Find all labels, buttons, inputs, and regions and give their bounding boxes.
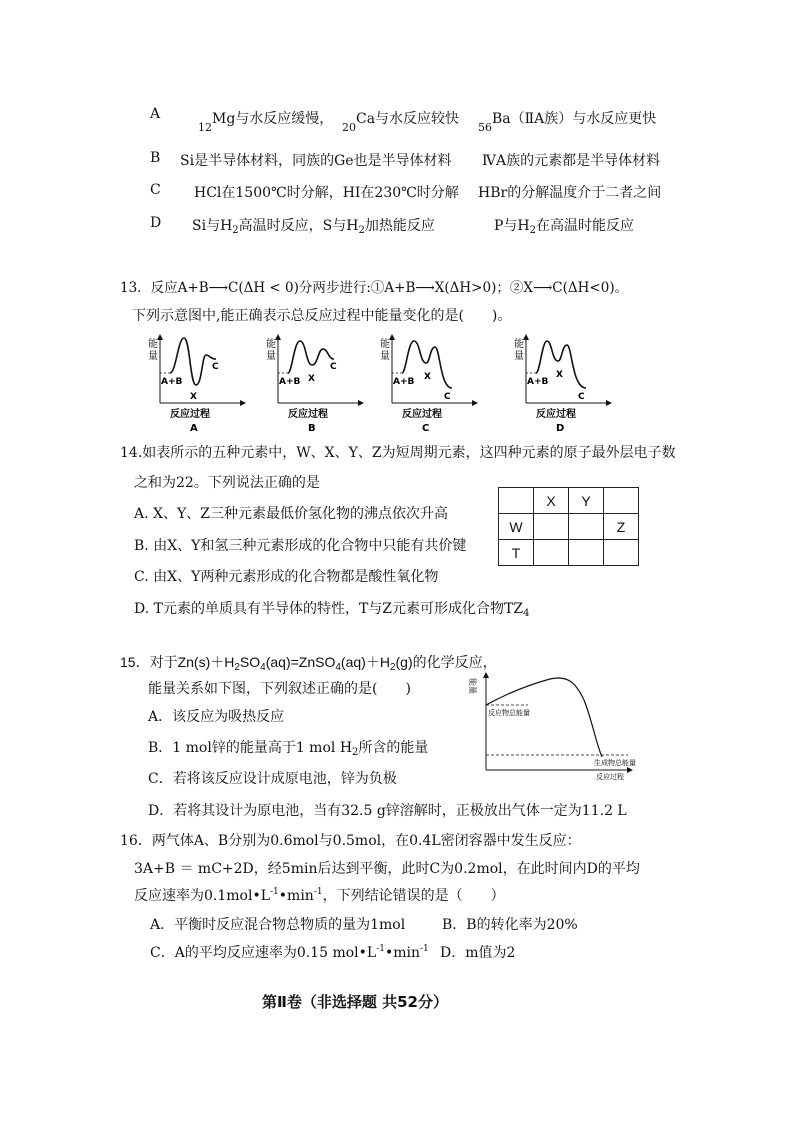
q13-energy-diagrams [150, 333, 650, 433]
diagram-xlabel: 反应过程 [536, 409, 576, 420]
q15-l1b: SO [239, 654, 261, 670]
diagram-ylabel-bottom: 量 [514, 351, 524, 362]
ba-statement: Ba（ⅡA族）与水反应更快 [492, 111, 657, 127]
diagram-xlabel: 反应过程 [402, 409, 442, 420]
table-row [499, 514, 639, 540]
q15-energy-graph [468, 665, 638, 780]
q12-option-c-text1: HCl在1500℃时分解，HI在230℃时分解 [194, 185, 459, 201]
diagram-reactant-label: A+B [527, 377, 549, 387]
q14-stem-line1: 14.如表所示的五种元素中，W、X、Y、Z为短周期元素，这四种元素的原子最外层电子数 [120, 445, 676, 461]
table-cell: Y [569, 488, 604, 514]
q12-option-d-text2 [494, 215, 634, 236]
diagram-ylabel-top: 能 [266, 339, 276, 350]
diagram-option-letter: A [190, 423, 198, 434]
q12-option-b-text1: Si是半导体材料，同族的Ge也是半导体材料 [180, 153, 452, 169]
q15-option-c: C．若将该反应设计成原电池，锌为负极 [148, 771, 397, 787]
energy-diagram-b [266, 335, 363, 434]
q16-option-a: A．平衡时反应混合物总物质的量为1mol [150, 917, 406, 933]
q14-option-a: A. X、Y、Z三种元素最低价氢化物的沸点依次升高 [134, 506, 448, 522]
q16-c-sup2: -1 [420, 944, 429, 954]
q14-d-text: D. T元素的单质具有半导体的特性，T与Z元素可形成化合物TZ [134, 601, 524, 617]
q16-l3c: ，下列结论错误的是（ ） [322, 888, 505, 904]
q13-stem-line2: 下列示意图中,能正确表示总反应过程中能量变化的是( )。 [132, 308, 512, 324]
d2b: 在高温时能反应 [536, 218, 635, 234]
q16-c-text: C．A的平均反应速率为0.15 mol•L [150, 945, 377, 961]
q16-stem-line2: 3A+B ＝ mC+2D，经5min后达到平衡，此时C为0.2mol，在此时间内D的平均 [134, 861, 640, 877]
section-title: 第Ⅱ卷（非选择题 共52分） [262, 993, 448, 1011]
graph-product-label: 生成物总能量 [594, 759, 636, 767]
q16-option-d: D．m值为2 [440, 945, 516, 961]
q15-stem-line2: 能量关系如下图，下列叙述正确的是( ) [148, 681, 411, 697]
q12-option-a-text3 [478, 108, 656, 134]
table-cell [534, 514, 569, 540]
table-cell: T [499, 540, 534, 566]
q14-option-b: B. 由X、Y和氢三种元素形成的化合物中只能有共价键 [134, 538, 467, 554]
q12-option-c-letter: C [150, 182, 161, 198]
q13-stem-line1: 13．反应A+B⟶C(ΔH < 0)分两步进行:①A+B⟶X(ΔH>0)；②X⟶C(ΔH<0)。 [120, 280, 629, 296]
table-cell [534, 540, 569, 566]
diagram-ylabel-top: 能 [514, 339, 524, 350]
d1a: Si与H [192, 218, 233, 234]
table-cell: W [499, 514, 534, 540]
diagram-intermediate-label: X [308, 374, 315, 384]
graph-energy-curve [486, 678, 602, 757]
q15-stem-line1 [120, 652, 497, 673]
graph-y-label: 能量 [468, 678, 477, 694]
diagram-product-label: C [212, 362, 219, 372]
diagram-xlabel: 反应过程 [288, 409, 328, 420]
q14-option-c: C. 由X、Y两种元素形成的化合物都是酸性氧化物 [134, 569, 439, 585]
q15-option-a: A．该反应为吸热反应 [148, 709, 285, 725]
q16-stem-line3 [134, 885, 505, 905]
q15-option-b [148, 737, 428, 758]
energy-diagram-d [514, 335, 611, 434]
q16-c-sup1: -1 [376, 944, 385, 954]
q14-stem-line2: 之和为22。下列说法正确的是 [134, 475, 320, 491]
diagram-ylabel-bottom: 量 [148, 351, 158, 362]
periodic-table-fragment [498, 487, 639, 566]
q16-c-min: •min [384, 945, 420, 961]
diagram-intermediate-label: X [424, 372, 431, 382]
q16-option-c [150, 942, 429, 962]
diagram-reactant-label: A+B [279, 377, 301, 387]
graph-reactant-label: 反应物总能量 [488, 709, 530, 717]
q15-option-d: D．若将其设计为原电池，当有32.5 g锌溶解时，正极放出气体一定为11.2 L [148, 803, 627, 819]
diagram-ylabel-bottom: 量 [380, 351, 390, 362]
energy-diagram-a [148, 335, 245, 434]
table-cell [604, 488, 639, 514]
ca-atomic-number: 20 [342, 121, 356, 134]
table-cell [499, 488, 534, 514]
diagram-energy-curve [288, 341, 334, 373]
diagram-product-label: C [578, 392, 585, 402]
diagram-ylabel-top: 能 [380, 339, 390, 350]
q16-stem-line1: 16．两气体A、B分别为0.6mol与0.5mol，在0.4L密闭容器中发生反应： [120, 833, 581, 849]
q15-b-sub: 2 [352, 747, 359, 758]
q15-b-text: B．1 mol锌的能量高于1 mol H [148, 740, 353, 756]
q15-l1s1: 2 [234, 662, 240, 673]
q14-option-d [134, 598, 529, 619]
diagram-product-label: C [444, 392, 451, 402]
diagram-option-letter: C [422, 423, 430, 434]
mg-atomic-number: 12 [198, 121, 212, 134]
diagram-product-label: C [330, 362, 337, 372]
mg-statement: Mg与水反应缓慢， [212, 111, 334, 127]
q16-l3a: 反应速率为0.1mol•L [134, 888, 271, 904]
table-cell: Z [604, 514, 639, 540]
q16-l3s2: -1 [313, 887, 323, 897]
q12-option-d-letter: D [150, 215, 162, 231]
q12-option-d-text1 [192, 215, 435, 236]
q12-option-c-text2: HBr的分解温度介于二者之间 [478, 185, 662, 201]
ba-atomic-number: 56 [478, 121, 492, 134]
q15-l1s4: 2 [389, 662, 396, 673]
d1b: 高温时反应，S与H [238, 218, 359, 234]
q15-l1a: 15．对于Zn(s)＋H [120, 654, 235, 670]
q15-l1c: (aq)=ZnSO [265, 654, 336, 670]
q16-l3s1: -1 [270, 887, 279, 897]
d2a: P与H [494, 218, 530, 234]
graph-x-label: 反应过程 [596, 773, 624, 781]
q15-l1s2: 4 [260, 662, 266, 673]
table-cell: X [534, 488, 569, 514]
diagram-intermediate-label: X [190, 392, 197, 402]
diagram-option-letter: D [556, 423, 565, 434]
energy-diagram-c [380, 335, 477, 434]
q15-l1d: (aq)＋H [340, 654, 390, 670]
diagram-reactant-label: A+B [161, 377, 183, 387]
q14-d-sub: 4 [523, 608, 530, 619]
table-row [499, 540, 639, 566]
ca-statement: Ca与水反应较快 [356, 111, 460, 127]
table-cell [604, 540, 639, 566]
diagram-ylabel-top: 能 [148, 339, 158, 350]
diagram-option-letter: B [308, 423, 316, 434]
diagram-xlabel: 反应过程 [170, 409, 210, 420]
table-cell [569, 514, 604, 540]
d1s2: 2 [358, 225, 365, 236]
q12-option-a-letter: A [150, 106, 161, 122]
diagram-intermediate-label: X [556, 370, 563, 380]
q12-option-a-text2 [342, 108, 459, 134]
q16-option-b: B．B的转化率为20% [442, 917, 578, 933]
q15-l1s3: 4 [335, 662, 341, 673]
d2s: 2 [529, 225, 537, 236]
d1s: 2 [232, 225, 239, 236]
q15-b-tail: 所含的能量 [358, 740, 429, 756]
q15-l1e: (g)的化学反应， [395, 654, 497, 670]
diagram-ylabel-bottom: 量 [266, 351, 276, 362]
q12-option-b-text2: ⅣA族的元素都是半导体材料 [482, 153, 661, 169]
q12-option-b-letter: B [150, 150, 161, 166]
table-cell [569, 540, 604, 566]
q12-option-a-text1 [198, 108, 333, 134]
table-row [499, 488, 639, 514]
q16-l3b: •min [278, 888, 314, 904]
diagram-reactant-label: A+B [393, 377, 415, 387]
d1c: 加热能反应 [364, 218, 435, 234]
